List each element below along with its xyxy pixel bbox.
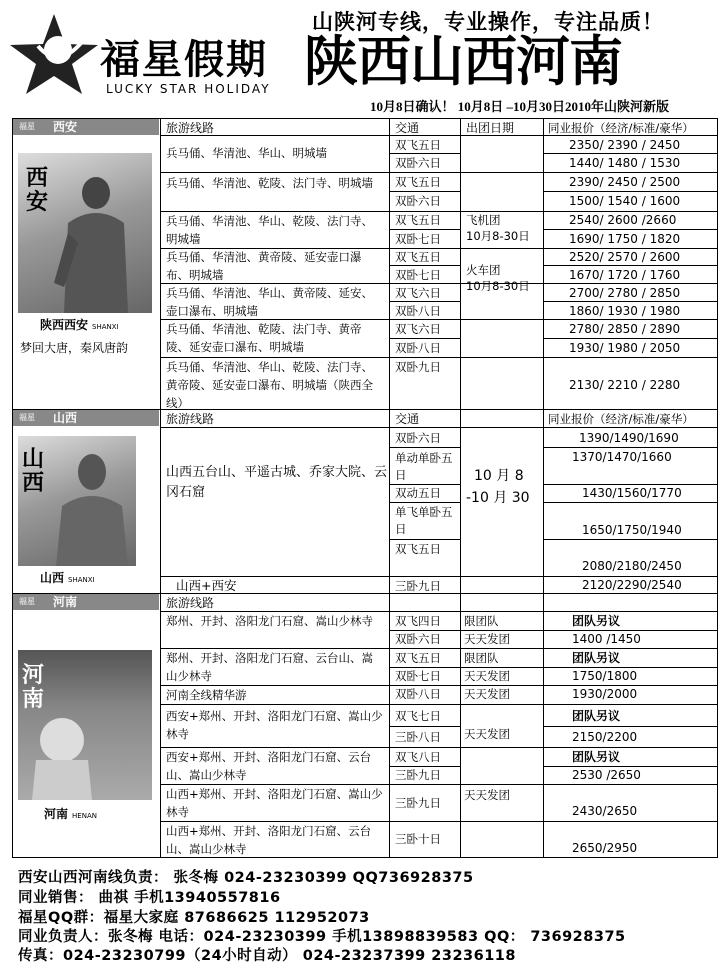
henan-caption <box>44 805 97 822</box>
xian-route-5: 兵马俑、华清池、华山、黄帝陵、延安、壶口瀑布、明城墙 <box>166 286 373 318</box>
transport-cell: 双飞六日 <box>395 286 441 300</box>
price-cell: 团队另议 <box>572 614 621 628</box>
transport-header: 交通 <box>395 121 420 135</box>
transport-cell: 三卧九日 <box>395 768 441 782</box>
transport-cell: 双飞六日 <box>395 322 441 336</box>
price-cell: 2700/ 2780 / 2850 <box>569 286 681 300</box>
stone-lion-icon <box>22 710 102 800</box>
transport-cell: 双飞五日 <box>395 651 441 665</box>
shanxi-band-label: 山西 <box>53 411 78 425</box>
henan-route-3: 河南全线精华游 <box>166 688 247 702</box>
xian-caption <box>40 316 119 333</box>
price-cell: 2520/ 2570 / 2600 <box>569 250 681 264</box>
date-cell: 天天发团 <box>464 727 510 741</box>
xian-route-7: 兵马俑、华清池、华山、乾陵、法门寺、黄帝陵、延安壶口瀑布、明城墙（陕西全线） <box>166 360 373 410</box>
logo-english-name: LUCKY STAR HOLIDAY <box>106 82 271 96</box>
xian-route-2: 兵马俑、华清池、乾陵、法门寺、明城墙 <box>166 176 373 190</box>
transport-cell: 双卧六日 <box>395 632 441 646</box>
shanxi-route-2: 山西+西安 <box>176 578 237 593</box>
photo-title: 河南 <box>22 663 45 712</box>
date-cell: 10 月 8 <box>474 468 524 484</box>
transport-cell: 双卧六日 <box>395 194 441 208</box>
price-cell: 1650/1750/1940 <box>582 523 682 537</box>
xian-route-1: 兵马俑、华清池、华山、明城墙 <box>166 146 327 160</box>
photo-title: 西安 <box>26 166 49 215</box>
price-cell: 2080/2180/2450 <box>582 559 682 573</box>
price-cell: 1930/2000 <box>572 687 638 701</box>
price-cell: 2780/ 2850 / 2890 <box>569 322 681 336</box>
price-header: 同业报价（经济/标准/豪华） <box>548 412 694 426</box>
terracotta-warrior-photo <box>18 153 152 313</box>
shanxi-route-1: 山西五台山、平遥古城、乔家大院、云冈石窟 <box>166 465 388 500</box>
transport-header: 交通 <box>395 412 420 426</box>
xian-route-3: 兵马俑、华清池、华山、乾陵、法门寺、明城墙 <box>166 214 373 246</box>
price-cell: 1430/1560/1770 <box>582 486 682 500</box>
xian-caption-cn: 陕西西安 <box>40 318 89 332</box>
brand-logo <box>8 8 294 100</box>
henan-route-2: 郑州、开封、洛阳龙门石窟、云台山、嵩山少林寺 <box>166 651 373 683</box>
transport-cell: 三卧八日 <box>395 730 441 744</box>
date-cell: 天天发团 <box>464 687 510 701</box>
xian-band: 福星 西安 <box>13 119 159 135</box>
price-cell: 1860/ 1930 / 1980 <box>569 304 681 318</box>
transport-cell: 三卧九日 <box>395 796 441 810</box>
price-cell: 1400 /1450 <box>572 632 641 646</box>
date-cell: 飞机团 <box>466 213 501 227</box>
shanxi-caption-en: SHANXI <box>68 576 95 584</box>
shanxi-caption-cn: 山西 <box>40 571 65 585</box>
price-cell: 1500/ 1540 / 1600 <box>569 194 681 208</box>
shanxi-caption <box>40 569 95 586</box>
price-cell: 2390/ 2450 / 2500 <box>569 175 681 189</box>
transport-cell: 单飞单卧五日 <box>395 505 453 536</box>
transport-cell: 双卧六日 <box>395 156 441 170</box>
transport-cell: 三卧十日 <box>395 832 441 846</box>
route-header: 旅游线路 <box>166 121 215 135</box>
price-header: 同业报价（经济/标准/豪华） <box>548 121 694 135</box>
photo-title: 山西 <box>22 447 45 496</box>
price-cell: 1690/ 1750 / 1820 <box>569 232 681 246</box>
transport-cell: 单动单卧五日 <box>395 451 453 482</box>
transport-cell: 双卧八日 <box>395 304 441 318</box>
henan-caption-en: HENAN <box>72 812 97 820</box>
date-cell: 火车团 <box>466 263 501 277</box>
price-cell: 2530 /2650 <box>572 768 641 782</box>
price-cell: 2430/2650 <box>572 804 638 818</box>
transport-cell: 双卧八日 <box>395 341 441 355</box>
date-cell: 10月8-30日 <box>466 279 530 293</box>
footer-contact-5: 传真：024-23230799（24小时自动） 024-23237399 23236118 <box>18 948 516 964</box>
date-cell: 天天发团 <box>464 669 510 683</box>
footer-contact-1: 西安山西河南线负责： 张冬梅 024-23230399 QQ736928375 <box>18 870 474 886</box>
price-cell: 1390/1490/1690 <box>579 431 679 445</box>
price-cell: 2150/2200 <box>572 730 638 744</box>
xian-band-label: 西安 <box>53 120 78 134</box>
henan-route-1: 郑州、开封、洛阳龙门石窟、嵩山少林寺 <box>166 614 373 628</box>
slogan: 山陕河专线，专业操作，专注品质！ <box>312 10 664 34</box>
version-note: 10月8日确认！ 10月8日 –10月30日2010年山陕河新版 <box>370 99 670 114</box>
transport-cell: 双卧八日 <box>395 687 441 701</box>
henan-route-6: 山西+郑州、开封、洛阳龙门石窟、嵩山少林寺 <box>166 787 383 819</box>
henan-route-4: 西安+郑州、开封、洛阳龙门石窟、嵩山少林寺 <box>166 709 383 741</box>
henan-route-5: 西安+郑州、开封、洛阳龙门石窟、云台山、嵩山少林寺 <box>166 750 372 782</box>
transport-cell: 双飞五日 <box>395 138 441 152</box>
star-logo-icon <box>8 12 100 96</box>
xian-route-6: 兵马俑、华清池、乾陵、法门寺、黄帝陵、延安壶口瀑布、明城墙 <box>166 322 362 354</box>
transport-cell: 双飞五日 <box>395 175 441 189</box>
price-cell: 2130/ 2210 / 2280 <box>569 378 681 392</box>
price-cell: 2650/2950 <box>572 841 638 855</box>
henan-band-label: 河南 <box>53 595 78 609</box>
price-cell: 团队另议 <box>572 709 621 723</box>
transport-cell: 双卧七日 <box>395 669 441 683</box>
transport-cell: 三卧九日 <box>395 579 441 593</box>
price-cell: 2540/ 2600 /2660 <box>569 213 677 227</box>
transport-cell: 双飞八日 <box>395 750 441 764</box>
transport-cell: 双动五日 <box>395 486 441 500</box>
transport-cell: 双卧七日 <box>395 268 441 282</box>
yungang-buddha-photo <box>18 436 136 566</box>
buddha-figure-icon <box>52 446 132 566</box>
transport-cell: 双飞七日 <box>395 709 441 723</box>
temple-lion-photo <box>18 650 152 800</box>
footer-contact-2: 同业销售： 曲祺 手机13940557816 <box>18 890 281 906</box>
date-cell: 天天发团 <box>464 788 510 802</box>
route-header: 旅游线路 <box>166 412 215 426</box>
xian-caption-en: SHANXI <box>92 323 119 331</box>
xian-route-4: 兵马俑、华清池、黄帝陵、延安壶口瀑布、明城墙 <box>166 250 362 282</box>
date-cell: -10 月 30 <box>466 490 530 506</box>
date-cell: 10月8-30日 <box>466 229 530 243</box>
price-cell: 2120/2290/2540 <box>582 578 682 592</box>
henan-route-7: 山西+郑州、开封、洛阳龙门石窟、云台山、嵩山少林寺 <box>166 824 372 856</box>
transport-cell: 双飞五日 <box>395 250 441 264</box>
price-cell: 1930/ 1980 / 2050 <box>569 341 681 355</box>
logo-chinese-name: 福星假期 <box>100 36 268 83</box>
henan-caption-cn: 河南 <box>44 807 69 821</box>
price-cell: 团队另议 <box>572 750 621 764</box>
price-cell: 1440/ 1480 / 1530 <box>569 156 681 170</box>
price-cell: 1670/ 1720 / 1760 <box>569 268 681 282</box>
shanxi-band: 福星 山西 <box>13 410 159 426</box>
xian-motto: 梦回大唐，秦风唐韵 <box>20 341 129 355</box>
henan-band: 福星 河南 <box>13 594 159 610</box>
transport-cell: 双飞四日 <box>395 614 441 628</box>
transport-cell: 双卧六日 <box>395 431 441 445</box>
price-cell: 2350/ 2390 / 2450 <box>569 138 681 152</box>
price-cell: 1750/1800 <box>572 669 638 683</box>
footer-contact-3: 福星QQ群：福星大家庭 87686625 112952073 <box>18 910 370 926</box>
date-cell: 限团队 <box>464 651 499 665</box>
page-title: 陕西山西河南 <box>304 30 622 93</box>
transport-cell: 双卧九日 <box>395 360 441 374</box>
date-header: 出团日期 <box>466 121 515 135</box>
date-cell: 天天发团 <box>464 632 510 646</box>
date-cell: 限团队 <box>464 614 499 628</box>
transport-cell: 双飞五日 <box>395 542 441 556</box>
price-cell: 团队另议 <box>572 651 621 665</box>
transport-cell: 双卧七日 <box>395 232 441 246</box>
warrior-figure-icon <box>48 163 138 313</box>
footer-contact-4: 同业负责人：张冬梅 电话：024-23230399 手机13898839583 QQ： 736928375 <box>18 929 626 945</box>
transport-cell: 双飞五日 <box>395 213 441 227</box>
price-cell: 1370/1470/1660 <box>572 450 672 464</box>
route-header: 旅游线路 <box>166 596 215 610</box>
